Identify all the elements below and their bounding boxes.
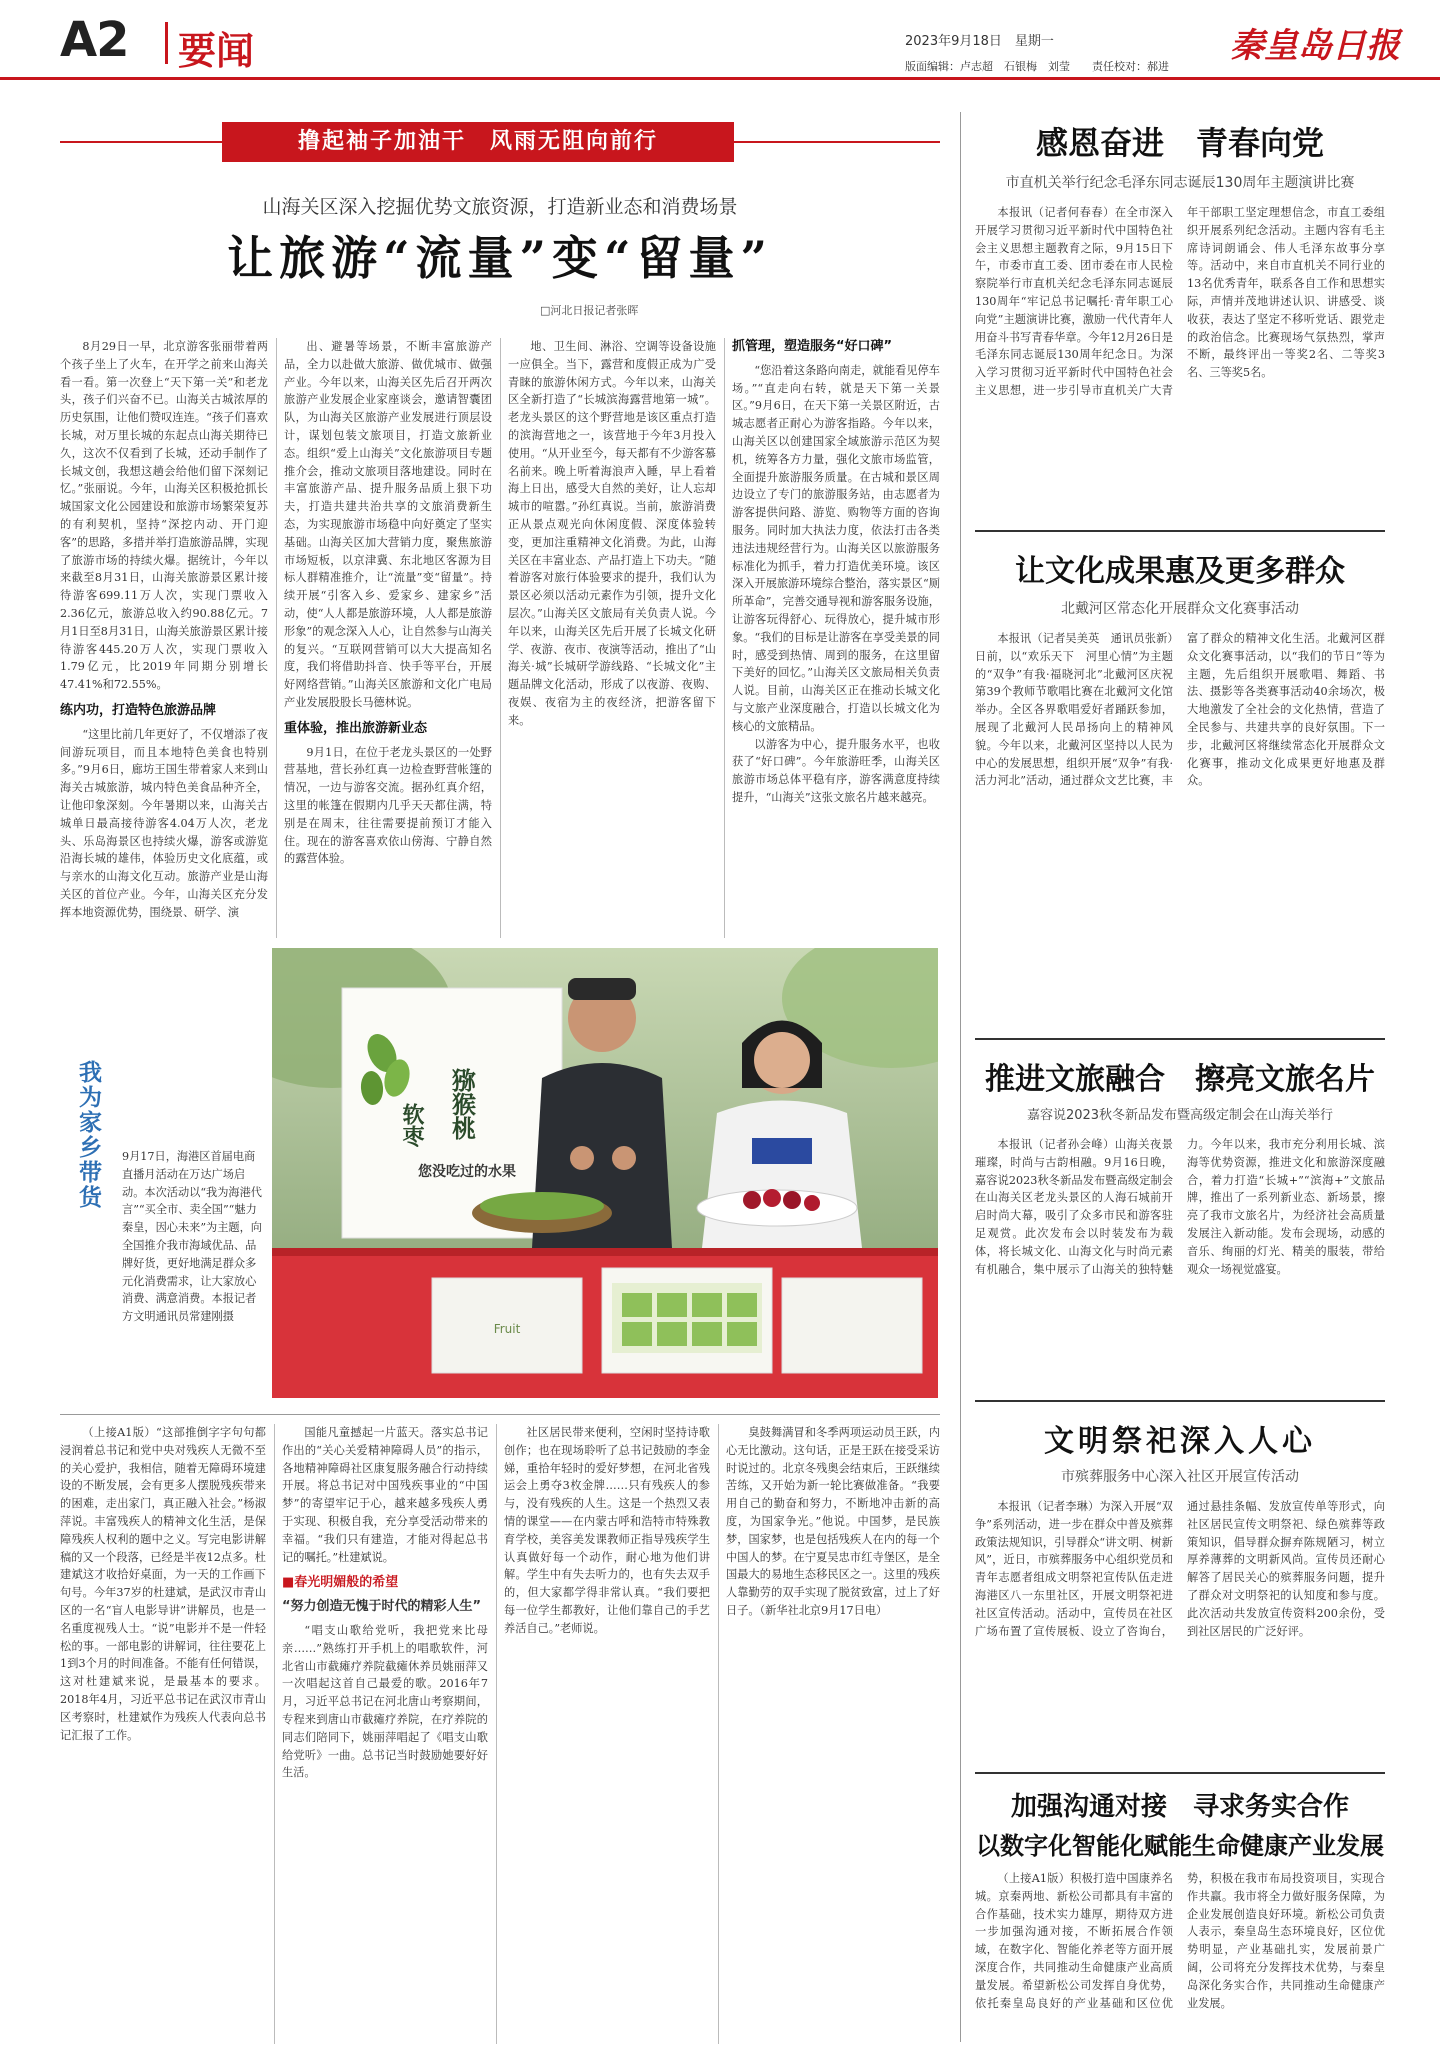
paragraph: 地、卫生间、淋浴、空调等设备设施一应俱全。当下，露营和度假正成为广受青睐的旅游休闲方式。今年以来，山海关区全新打造了“长城滨海露营地第一城”。老龙头景区的这个野营地是该区重点打造的滨海营地之一，该营地于今年3月投入使用。“从开业至今，每天都有不少游客慕名前来。晚上听着海浪声入睡，早上看着海上日出，感受大自然的美好，让人忘却城市的喧嚣。”孙红真说。当前，旅游消费正从景点观光向休闲度假、深度体验转变，更加注重精神文化消费。为此，山海关区在丰富业态、产品打造上下功夫。“随着游客对旅行体验要求的提升，我们认为景区必须以活动元素作为引领，提升文化层次。”山海关区文旅局有关负责人说。今年以来，山海关区先后开展了长城文化研学、夜游、夜市、夜演等活动，推出了“山海关·城”长城研学游线路、“长城文化”主题品牌文化活动，形成了以夜游、夜购、夜娱、夜宿为主的夜经济，把游客留下来。 bbox=[508, 340, 716, 727]
paragraph: 臭鼓舞满冒和冬季两项运动员王跃，内心无比激动。这句话，正是王跃在接受采访时说过的。北京冬残奥会结束后，王跃继续苦练，又开始为新一轮比赛做准备。“我要用自己的勤奋和努力，不断地冲击新的高度，为国家争光。”他说。中国梦，是民族梦，国家梦，也是包括残疾人在内的每一个中国人的梦。在宁夏吴忠市红寺堡区，是全国最大的易地生态移民区之一。这里的残疾人靠勤劳的双手实现了脱贫致富，过上了好日子。（新华社北京9月17日电） bbox=[726, 1426, 940, 1617]
article-separator bbox=[975, 1400, 1385, 1402]
feature-subtitle: 山海关区深入挖掘优势文旅资源，打造新业态和消费场景 bbox=[262, 196, 738, 218]
paragraph: （上接A1版）“这部推倒字字句句都浸润着总书记和党中央对残疾人无微不至的关心爱护，我相信，随着无障碍环境建设的不断发展，会有更多人摆脱残疾带来的困难，走出家门，真正融入社会。”杨淑萍说。丰富残疾人的精神文化生活，是保障残疾人权利的题中之义。写完电影讲解稿的又一个段落，已经是半夜12点多。杜建斌这才收拾好桌面，为一天的工作画下句号。今年37岁的杜建斌，是武汉市青山区的一名“盲人电影导讲”讲解员，也是一名重度视残人士。“说”电影并不是一件轻松的事。一部电影的讲解词，往往要花上1到3个月的时间准备。不能有任何错误，这对杜建斌来说，是最基本的要求。2018年4月，习近平总书记在武汉市青山区考察时，杜建斌作为残疾人代表向总书记汇报了工作。 bbox=[60, 1426, 266, 1742]
paragraph: “唱支山歌给党听，我把党来比母亲……”熟练打开手机上的唱歌软件，河北省山市截瘫疗养院截瘫休养员姚丽萍又一次唱起这首自己最爱的歌。2016年7月，习近平总书记在河北唐山考察期间，专程来到唐山市截瘫疗养院，在疗养院的同志们陪同下，姚丽萍唱起了《唱支山歌给党听》一曲。总书记当时鼓励她要好好生活。 bbox=[282, 1623, 488, 1780]
paragraph: 本报讯（记者何春春）在全市深入开展学习贯彻习近平新时代中国特色社会主义思想主题教育之际，9月15日下午，市委市直工委、团市委在市人民检察院举行市直机关纪念毛泽东同志诞辰130周年“牢记总书记嘱托·青年职工心向党”主题演讲比赛，激励一代代青年人用奋斗书写青春华章。今年12月26日是毛泽东同志诞辰130周年纪念日。为深入学习贯彻习近平新时代中国特色社会主义思想，进一步引导市直机关广大青年干部职工坚定理想信念，市直工委组织开展系列纪念活动。主题内容有毛主席诗词朗诵会、伟人毛泽东故事分享等。活动中，来自市直机关不同行业的13名优秀青年，联系各自工作和思想实际，声情并茂地讲述认识、讲感受、谈收获，表达了坚定不移听党话、跟党走的政治信念。比赛现场气氛热烈，掌声不断，最终评出一等奖2名、二等奖3名、三等奖5名。 bbox=[975, 206, 1385, 397]
pull-quote: “努力创造无愧于时代的精彩人生” bbox=[282, 1599, 482, 1615]
column-rule bbox=[718, 1424, 719, 2044]
feature-column-2 bbox=[284, 338, 492, 938]
article-2-subtitle: 北戴河区常态化开展群众文化赛事活动 bbox=[1061, 601, 1299, 617]
article-separator bbox=[975, 1038, 1385, 1040]
continued-column-4 bbox=[726, 1424, 940, 2044]
paragraph: 社区居民带来便利，空闲时坚持诗歌创作；也在现场聆听了总书记鼓励的李金娣，重拾年轻时的爱好梦想，在河北省残运会上勇夺3枚金牌……只有残疾人的参与，没有残疾的人生。这是一个热烈又表情的课堂——在内蒙古呼和浩特市特殊教育学校，美容美发课教师正指导残疾学生认真做好每一个动作，耐心地为他们讲解。学生中有失去听力的，也有失去双手的，但大家都学得非常认真。“我们要把每一位学生都教好，让他们靠自己的手艺养活自己。”老师说。 bbox=[504, 1426, 710, 1635]
column-rule bbox=[276, 338, 277, 938]
section-heading: 重体验，推出旅游新业态 bbox=[284, 720, 428, 736]
article-5-title-line2: 以数字化智能化赋能生命健康产业发展 bbox=[976, 1831, 1384, 1860]
article-5-title-line1: 加强沟通对接 寻求务实合作 bbox=[1010, 1792, 1349, 1822]
section-heading: 抓管理，塑造服务“好口碑” bbox=[732, 339, 893, 354]
paragraph: （上接A1版）积极打造中国康养名城。京秦两地、新松公司都具有丰富的合作基础，技术实力雄厚，期待双方进一步加强沟通对接，不断拓展合作领域，在数字化、智能化养老等方面开展深度合作，共同推动生命健康产业高质量发展。希望新松公司发挥自身优势，依托秦皇岛良好的产业基础和区位优势，积极在我市布局投资项目，实现合作共赢。我市将全力做好服务保障，为企业发展创造良好环境。新松公司负责人表示，秦皇岛生态环境良好，区位优势明显，产业基础扎实，发展前景广阔，公司将充分发挥技术优势，与秦皇岛深化务实合作，共同推动生命健康产业发展。 bbox=[975, 1872, 1385, 2010]
editors-line: 版面编辑：卢志超 石银梅 刘莹 责任校对：郝进 bbox=[905, 60, 1169, 73]
article-4-body bbox=[975, 1498, 1385, 1760]
paragraph: 国能凡童撼起一片蓝天。落实总书记作出的“关心关爱精神障碍人员”的指示，各地精神障碍社区康复服务融合行动持续开展。将总书记对中国残疾事业的“中国梦”的寄望牢记于心，越来越多残疾人勇于实现、积极自我，充分享受活动带来的幸福。“我们只有建造，才能对得起总书记的嘱托。”杜建斌说。 bbox=[282, 1426, 488, 1564]
article-separator bbox=[975, 530, 1385, 532]
paragraph: “您沿着这条路向南走，就能看见停车场。”“直走向右转，就是天下第一关景区。”9月6日，在天下第一关景区附近，古城志愿者正耐心为游客指路。今年以来，山海关区以创建国家全域旅游示范区为契机，统筹各方力量，强化文旅市场监管，全面提升旅游服务质量。在古城和景区周边设立了专门的旅游服务站，由志愿者为游客提供问路、游览、购物等方面的咨询服务。同时加大执法力度，依法打击各类违法违规经营行为。山海关区以旅游服务标准化为抓手，着力打造优美环境。该区深入开展旅游环境综合整治，落实景区“厕所革命”，完善交通导视和游客服务设施，让游客玩得舒心、玩得放心，提升城市形象。“我们的目标是让游客在享受美景的同时，感受到热情、周到的服务，在这里留下美好的回忆。”山海关区文旅局相关负责人说。目前，山海关区正在推动长城文化与文旅产业深度融合，打造以长城文化为核心的文旅精品。 bbox=[732, 363, 940, 733]
paper-logo: 秦皇岛日报 bbox=[1230, 26, 1400, 66]
right-column-rule bbox=[960, 112, 961, 2042]
paragraph: 本报讯（记者李琳）为深入开展“双争”系列活动，进一步在群众中普及殡葬政策法规知识，引导群众“讲文明、树新风”，近日，市殡葬服务中心组织党员和青年志愿者组成文明祭祀宣传队伍走进海港区八一东里社区，开展文明祭祀进社区宣传活动。活动中，宣传员在社区广场布置了宣传展板、设立了咨询台，通过悬挂条幅、发放宣传单等形式，向社区居民宣传文明祭祀、绿色殡葬等政策知识，倡导群众摒弃陈规陋习，树立厚养薄葬的文明新风尚。宣传员还耐心解答了居民关心的殡葬服务问题，提升了群众对文明祭祀的认知度和参与度。此次活动共发放宣传资料200余份，受到社区居民的广泛好评。 bbox=[975, 1500, 1385, 1638]
news-photo bbox=[272, 948, 938, 1398]
sign-text-jujube: 软枣 bbox=[399, 1103, 425, 1147]
article-1-subtitle: 市直机关举行纪念毛泽东同志诞辰130周年主题演讲比赛 bbox=[1005, 175, 1355, 191]
feature-banner: 撸起袖子加油干 风雨无阻向前行 bbox=[222, 122, 734, 162]
article-3-body bbox=[975, 1136, 1385, 1392]
section-name: 要闻 bbox=[178, 29, 255, 73]
sign-text-kiwi: 猕猴桃 bbox=[447, 1068, 477, 1140]
feature-column-4 bbox=[732, 338, 940, 938]
vertical-column-title: 我为家乡带货 bbox=[75, 1060, 101, 1210]
column-rule bbox=[500, 338, 501, 938]
article-5-body bbox=[975, 1870, 1385, 2046]
paragraph: “这里比前几年更好了，不仅增添了夜间游玩项目，而且本地特色美食也特别多。”9月6日，廊坊王国生带着家人来到山海关古城旅游，城内特色美食品种齐全，让他印象深刻。今年暑期以来，山海关古城单日最高接待游客4.04万人次，老龙头、乐岛海景区也持续火爆，游客或游览沿海长城的雄伟，体验历史文化底蕴，或与亲水的山海文化互动。旅游产业是山海关区的首位产业。今年，山海关区充分发挥本地资源优势，围绕景、研学、演 bbox=[60, 727, 268, 919]
feature-title: 让旅游“流量”变“留量” bbox=[227, 231, 773, 285]
sign-slogan: 您没吃过的水果 bbox=[418, 1164, 516, 1180]
section-heading: 练内功，打造特色旅游品牌 bbox=[60, 702, 217, 718]
feature-column-1 bbox=[60, 338, 268, 938]
feature-column-3 bbox=[508, 338, 716, 938]
page-number: A2 bbox=[60, 12, 129, 68]
masthead-divider bbox=[165, 22, 168, 64]
continued-column-2 bbox=[282, 1424, 488, 2044]
article-3-subtitle: 嘉容说2023秋冬新品发布暨高级定制会在山海关举行 bbox=[1026, 1108, 1334, 1123]
box-label: Fruit bbox=[493, 1322, 521, 1336]
paragraph: 本报讯（记者吴美英 通讯员张新）日前，以“欢乐天下 河里心情”为主题的“双争”有我·福晓河北”北戴河区庆祝第39个教师节歌唱比赛在北戴河文化馆举办。全区各界歌唱爱好者踊跃参加，展现了北戴河人民昂扬向上的精神风貌。今年以来，北戴河区坚持以人民为中心的发展思想，组织开展“双争”有我·活力河北”活动，通过群众文艺比赛，丰富了群众的精神文化生活。北戴河区群众文化赛事活动，以“我们的节日”等为主题，先后组织开展歌唱、舞蹈、书法、摄影等各类赛事活动40余场次，极大地激发了全社会的文化热情，营造了全民参与、共建共享的良好氛围。下一步，北戴河区将继续常态化开展群众文化赛事，推动文化成果更好地惠及群众。 bbox=[975, 632, 1385, 788]
paragraph: 本报讯（记者孙会峰）山海关夜景璀璨，时尚与古韵相融。9月16日晚，嘉容说2023秋冬新品发布暨高级定制会在山海关区老龙头景区的人海石城前开启时尚大幕，吸引了众多市民和游客驻足观赏。此次发布会以时装发布为载体，将长城文化、山海文化与时尚元素有机融合，集中展示了山海关的独特魅力。今年以来，我市充分利用长城、滨海等优势资源，推进文化和旅游深度融合，着力打造“长城+”“滨海+”文旅品牌，推出了一系列新业态、新场景，擦亮了我市文旅名片，为经济社会高质量发展注入新动能。发布会现场，动感的音乐、绚丽的灯光、精美的服装，带给观众一场视觉盛宴。 bbox=[975, 1138, 1385, 1276]
continued-column-1 bbox=[60, 1424, 266, 2044]
article-2-body bbox=[975, 630, 1385, 1028]
column-rule bbox=[274, 1424, 275, 2044]
horizontal-rule bbox=[60, 1414, 940, 1415]
paragraph: 出、避暑等场景，不断丰富旅游产品，全力以赴做大旅游、做优城市、做强产业。今年以来，山海关区先后召开两次旅游产业发展企业家座谈会，邀请智囊团队，为山海关区旅游产业发展进行顶层设计，谋划包装文旅项目，打造文旅新业态。组织“爱上山海关”文化旅游项目专题推介会，推动文旅项目落地建设。同时在丰富旅游产品、提升服务品质上狠下功夫，打造共建共治共享的文旅消费新生态，为实现旅游市场稳中向好奠定了坚实基础。山海关区加大营销力度，聚焦旅游市场短板，以京津冀、东北地区客源为目标人群精准推介，让“流量”变“留量”。持续开展“引客入乡、爱家乡、建家乡”活动，使“人人都是旅游环境，人人都是旅游形象”的观念深入人心，让自然参与山海关的复兴。“互联网营销可以大大提高知名度，我们将借助抖音、快手等平台，开展好网络营销。”山海关区旅游和文化广电局产业发展股股长马德林说。 bbox=[284, 340, 492, 709]
photo-caption: 9月17日，海港区首届电商直播月活动在万达广场启动。本次活动以“我为海港代言”“买全市、卖全国”“魅力秦皇，因心未来”为主题，向全国推介我市海域优品、品牌好货，更好地满足群众多元化消费需求，让大家放心消费、满意消费。本报记者方文明通讯员常建刚摄 bbox=[122, 1150, 262, 1324]
article-1-title: 感恩奋进 青春向党 bbox=[1035, 124, 1324, 162]
article-separator bbox=[975, 1772, 1385, 1774]
feature-byline: □河北日报记者张晖 bbox=[540, 304, 639, 317]
paragraph: 8月29日一早，北京游客张丽带着两个孩子坐上了火车，在开学之前来山海关看一看。第一次登上“天下第一关”和老龙头，孩子们兴奋不已。山海关古城浓厚的历史氛围，让他们赞叹连连。“孩子们喜欢长城，对万里长城的东起点山海关期待已久，这次不仅看到了长城，还动手制作了长城文创，我想这趟会给他们留下深刻记忆。”张丽说。今年，山海关区积极抢抓长城国家文化公园建设和旅游市场繁荣复苏的有利契机，坚持“深挖内动、开门迎客”的思路，多措并举打造旅游品牌，实现了旅游市场的持续火爆。据统计，今年以来截至8月31日，山海关旅游景区累计接待游客699.11万人次，实现门票收入2.36亿元，旅游总收入约90.88亿元。7月1日至8月31日，山海关旅游景区累计接待游客445.20万人次，实现门票收入1.79亿元，比2019年同期分别增长47.41%和72.55%。 bbox=[60, 340, 268, 692]
column-rule bbox=[496, 1424, 497, 2044]
article-2-title: 让文化成果惠及更多群众 bbox=[1015, 554, 1345, 589]
masthead bbox=[0, 0, 1440, 80]
paragraph: 以游客为中心，提升服务水平，也收获了“好口碑”。今年旅游旺季，山海关区旅游市场总体平稳有序，游客满意度持续提升，“山海关”这张文旅名片越来越亮。 bbox=[732, 737, 940, 804]
column-rule bbox=[724, 338, 725, 938]
continued-column-3 bbox=[504, 1424, 710, 2044]
dateline: 2023年9月18日 星期一 bbox=[905, 34, 1054, 49]
article-4-title: 文明祭祀深入人心 bbox=[1044, 1424, 1316, 1459]
article-4-subtitle: 市殡葬服务中心深入社区开展宣传活动 bbox=[1061, 1469, 1299, 1485]
article-3-title: 推进文旅融合 擦亮文旅名片 bbox=[985, 1062, 1375, 1097]
photo-illustration bbox=[272, 948, 938, 1398]
article-1-body bbox=[975, 204, 1385, 522]
section-heading: ■春光明媚般的希望 bbox=[282, 1575, 399, 1591]
paragraph: 9月1日，在位于老龙头景区的一处野营基地，营长孙红真一边检查野营帐篷的情况，一边与游客交流。据孙红真介绍，这里的帐篷在假期内几乎天天都住满，特别是在周末，往往需要提前预订才能入住。现在的游客喜欢依山傍海、宁静自然的露营体验。 bbox=[284, 745, 492, 866]
